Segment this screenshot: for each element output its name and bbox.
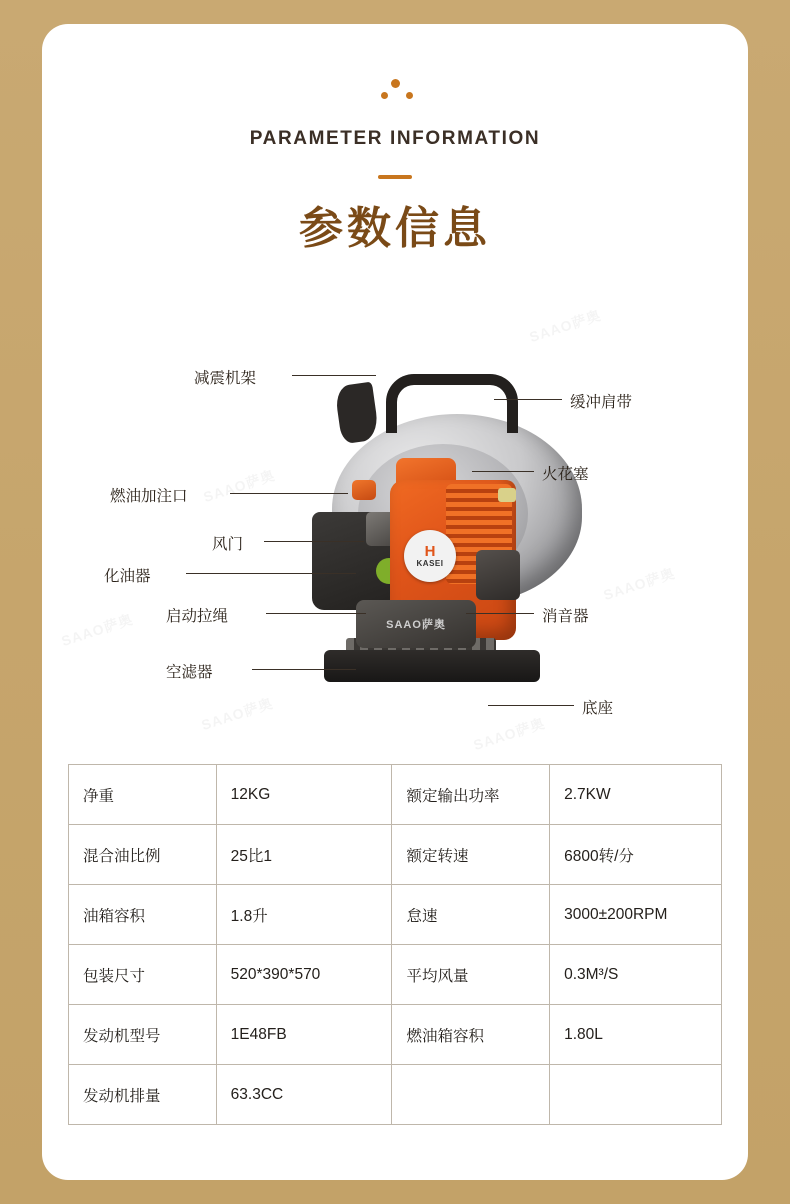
callout-leader <box>466 613 534 614</box>
spec-value <box>550 1065 722 1125</box>
brand-logo <box>404 530 456 582</box>
spec-key: 发动机型号 <box>69 1005 217 1065</box>
spec-value: 6800转/分 <box>550 825 722 885</box>
product-diagram <box>42 304 748 754</box>
callout-leader <box>230 493 348 494</box>
spec-key: 混合油比例 <box>69 825 217 885</box>
watermark <box>201 465 278 507</box>
spec-key: 额定输出功率 <box>392 765 550 825</box>
brand-logo-mark: H <box>424 543 436 560</box>
dot-icon <box>391 79 400 88</box>
base-frame <box>324 650 540 682</box>
spec-value: 63.3CC <box>216 1065 392 1125</box>
specifications-table <box>68 764 722 1125</box>
spec-value: 12KG <box>216 765 392 825</box>
callout-leader <box>252 669 356 670</box>
callout-leader <box>292 375 376 376</box>
muffler <box>476 550 520 600</box>
callout-label-carburetor: 化油器 <box>104 568 151 585</box>
dot-icon <box>406 92 413 99</box>
section-title-english: PARAMETER INFORMATION <box>249 128 541 149</box>
spec-key: 发动机排量 <box>69 1065 217 1125</box>
brand-logo-text: KASEI <box>416 559 444 568</box>
spec-key: 包装尺寸 <box>69 945 217 1005</box>
spec-value: 1.80L <box>550 1005 722 1065</box>
spark-plug <box>498 488 516 502</box>
blower-illustration <box>300 362 590 712</box>
spec-value: 1.8升 <box>216 885 392 945</box>
decorative-dots <box>42 76 748 106</box>
spec-key: 额定转速 <box>392 825 550 885</box>
watermark <box>199 693 276 735</box>
content-card <box>42 24 748 1180</box>
callout-label-damping-frame: 减震机架 <box>194 370 257 387</box>
callout-label-choke: 风门 <box>212 536 244 553</box>
section-title-chinese: 参数信息 <box>299 204 491 253</box>
shoulder-strap <box>334 382 380 445</box>
spec-value: 520*390*570 <box>216 945 392 1005</box>
dot-icon <box>381 92 388 99</box>
table-row <box>69 765 722 825</box>
frame-handle <box>386 374 518 433</box>
air-filter-brand-label: SAAO萨奥 <box>386 619 446 631</box>
title-divider <box>378 175 412 179</box>
spec-value: 3000±200RPM <box>550 885 722 945</box>
table-row <box>69 945 722 1005</box>
table-row <box>69 1065 722 1125</box>
table-row <box>69 1005 722 1065</box>
table-row <box>69 885 722 945</box>
spec-value: 0.3M³/S <box>550 945 722 1005</box>
callout-leader <box>472 471 534 472</box>
callout-label-air-filter: 空滤器 <box>166 664 213 681</box>
callout-label-fuel-filler: 燃油加注口 <box>110 488 188 505</box>
watermark <box>59 609 136 651</box>
callout-label-starter-cord: 启动拉绳 <box>166 608 229 625</box>
callout-label-base: 底座 <box>582 700 614 717</box>
callout-label-muffler: 消音器 <box>542 608 589 625</box>
watermark <box>527 305 604 347</box>
table-row <box>69 825 722 885</box>
callout-leader <box>264 541 364 542</box>
callout-leader <box>266 613 366 614</box>
spec-value: 2.7KW <box>550 765 722 825</box>
spec-key <box>392 1065 550 1125</box>
spec-value: 1E48FB <box>216 1005 392 1065</box>
callout-label-shoulder-strap: 缓冲肩带 <box>570 394 633 411</box>
spec-key: 怠速 <box>392 885 550 945</box>
watermark <box>471 713 548 755</box>
spec-key: 净重 <box>69 765 217 825</box>
spec-key: 油箱容积 <box>69 885 217 945</box>
callout-leader <box>488 705 574 706</box>
spec-key: 燃油箱容积 <box>392 1005 550 1065</box>
spec-key: 平均风量 <box>392 945 550 1005</box>
callout-leader <box>186 573 356 574</box>
watermark <box>601 563 678 605</box>
callout-leader <box>494 399 562 400</box>
spec-value: 25比1 <box>216 825 392 885</box>
callout-label-spark-plug: 火花塞 <box>542 466 589 483</box>
air-filter <box>356 600 476 648</box>
fuel-filler-cap <box>352 480 376 500</box>
